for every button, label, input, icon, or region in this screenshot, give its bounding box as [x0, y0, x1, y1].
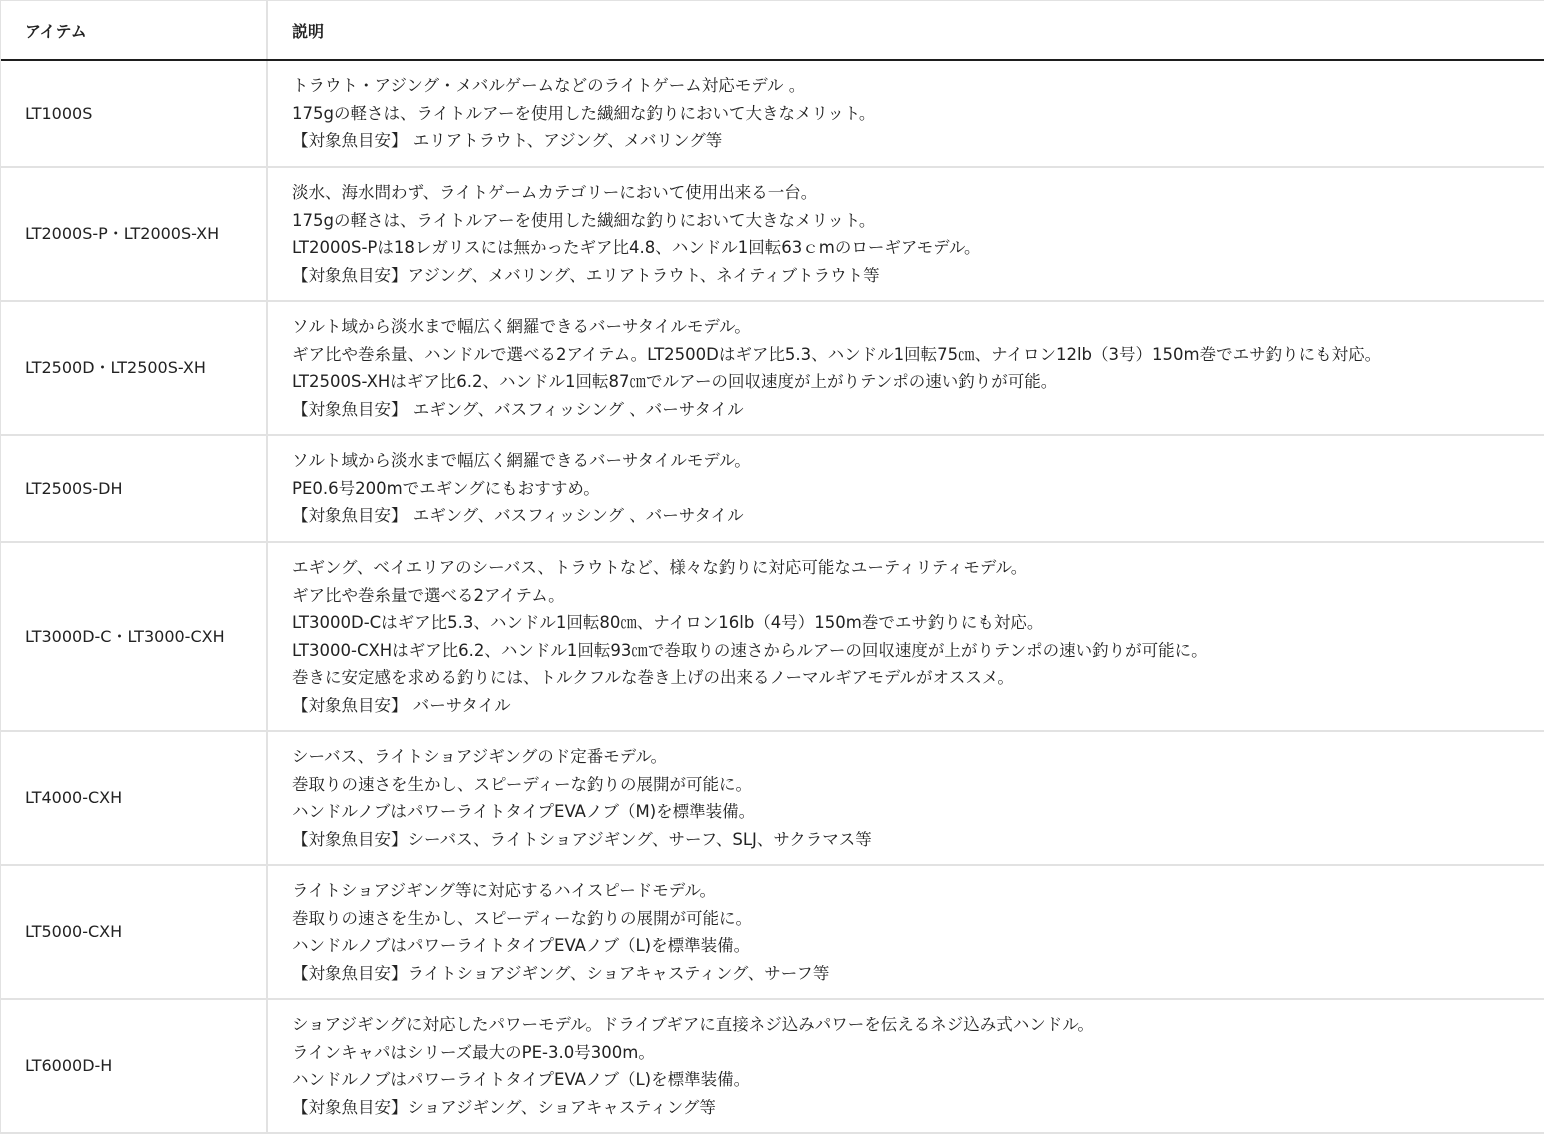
header-description: 説明	[267, 1, 1544, 60]
item-description	[267, 60, 1544, 167]
item-description	[267, 731, 1544, 865]
description-line: エギング、ベイエリアのシーバス、トラウトなど、様々な釣りに対応可能なユーティリティモデル。	[292, 558, 1028, 577]
item-description-table	[1, 1, 1544, 1134]
header-row	[1, 1, 1544, 60]
item-description	[267, 435, 1544, 542]
description-line: シーバス、ライトショアジギングのド定番モデル。	[292, 747, 668, 766]
description-line: 【対象魚目安】シーバス、ライトショアジギング、サーフ、SLJ、サクラマス等	[292, 829, 872, 849]
table-row	[1, 542, 1544, 731]
description-line: LT3000D-Cはギア比5.3、ハンドル1回転80㎝、ナイロン16lb（4号）150m巻でエサ釣りにも対応。	[292, 613, 1044, 632]
description-line: 【対象魚目安】 エリアトラウト、アジング、メバリング等	[292, 131, 723, 151]
item-name: LT2000S-P・LT2000S-XH	[1, 167, 267, 301]
table-header	[1, 1, 1544, 60]
item-description	[267, 167, 1544, 301]
description-line: 淡水、海水問わず、ライトゲームカテゴリーにおいて使用出来る一台。	[292, 183, 818, 202]
description-line: ハンドルノブはパワーライトタイプEVAノブ（L)を標準装備。	[292, 1070, 751, 1089]
description-line: ハンドルノブはパワーライトタイプEVAノブ（M)を標準装備。	[292, 802, 756, 821]
item-description	[267, 999, 1544, 1133]
item-description	[267, 301, 1544, 435]
description-line: 175gの軽さは、ライトルアーを使用した繊細な釣りにおいて大きなメリット。	[292, 103, 876, 123]
description-line: 【対象魚目安】アジング、メバリング、エリアトラウト、ネイティブトラウト等	[292, 265, 880, 285]
description-line: 【対象魚目安】ライトショアジギング、ショアキャスティング、サーフ等	[292, 963, 830, 983]
description-line: 巻取りの速さを生かし、スピーディーな釣りの展開が可能に。	[292, 908, 753, 928]
description-line: ソルト域から淡水まで幅広く網羅できるバーサタイルモデル。	[292, 317, 751, 336]
item-name: LT5000-CXH	[1, 865, 267, 999]
description-line: ショアジギングに対応したパワーモデル。ドライブギアに直接ネジ込みパワーを伝えるネジ込み式ハンドル。	[292, 1015, 1094, 1034]
description-line: LT3000-CXHはギア比6.2、ハンドル1回転93㎝で巻取りの速さからルアーの回収速度が上がりテンポの速い釣りが可能に。	[292, 640, 1208, 660]
item-name: LT1000S	[1, 60, 267, 167]
description-line: PE0.6号200mでエギングにもおすすめ。	[292, 478, 600, 498]
description-line: 巻きに安定感を求める釣りには、トルクフルな巻き上げの出来るノーマルギアモデルがオススメ。	[292, 668, 1014, 687]
description-line: 175gの軽さは、ライトルアーを使用した繊細な釣りにおいて大きなメリット。	[292, 210, 876, 230]
description-line: ソルト域から淡水まで幅広く網羅できるバーサタイルモデル。	[292, 451, 751, 471]
table-row	[1, 731, 1544, 865]
item-name: LT2500D・LT2500S-XH	[1, 301, 267, 435]
header-item: アイテム	[1, 1, 267, 60]
item-description	[267, 865, 1544, 999]
table-row	[1, 167, 1544, 301]
description-line: ギア比や巻糸量で選べる2アイテム。	[292, 585, 565, 605]
table-row	[1, 865, 1544, 999]
description-line: 【対象魚目安】ショアジギング、ショアキャスティング等	[292, 1097, 716, 1117]
item-name: LT3000D-C・LT3000-CXH	[1, 542, 267, 731]
item-name: LT6000D-H	[1, 999, 267, 1133]
table-row	[1, 435, 1544, 542]
item-name: LT2500S-DH	[1, 435, 267, 542]
description-line: 【対象魚目安】 エギング、バスフィッシング 、バーサタイル	[292, 506, 744, 526]
description-line: 巻取りの速さを生かし、スピーディーな釣りの展開が可能に。	[292, 774, 753, 794]
description-line: ラインキャパはシリーズ最大のPE-3.0号300m。	[292, 1042, 655, 1062]
description-line: トラウト・アジング・メバルゲームなどのライトゲーム対応モデル 。	[292, 76, 806, 96]
description-line: ギア比や巻糸量、ハンドルで選べる2アイテム。LT2500Dはギア比5.3、ハンドル1回転75㎝、ナイロン12lb（3号）150m巻でエサ釣りにも対応。	[292, 344, 1382, 364]
table-row	[1, 999, 1544, 1133]
description-line: LT2500S-XHはギア比6.2、ハンドル1回転87㎝でルアーの回収速度が上がりテンポの速い釣りが可能。	[292, 372, 1058, 391]
description-line: 【対象魚目安】 バーサタイル	[292, 695, 511, 715]
table-body	[1, 60, 1544, 1133]
description-line: ハンドルノブはパワーライトタイプEVAノブ（L)を標準装備。	[292, 936, 751, 955]
description-line: ライトショアジギング等に対応するハイスピードモデル。	[292, 881, 717, 900]
description-line: LT2000S-Pは18レガリスには無かったギア比4.8、ハンドル1回転63ｃmのローギアモデル。	[292, 238, 981, 257]
table-row	[1, 301, 1544, 435]
table-row	[1, 60, 1544, 167]
item-description	[267, 542, 1544, 731]
description-line: 【対象魚目安】 エギング、バスフィッシング 、バーサタイル	[292, 399, 744, 419]
item-name: LT4000-CXH	[1, 731, 267, 865]
